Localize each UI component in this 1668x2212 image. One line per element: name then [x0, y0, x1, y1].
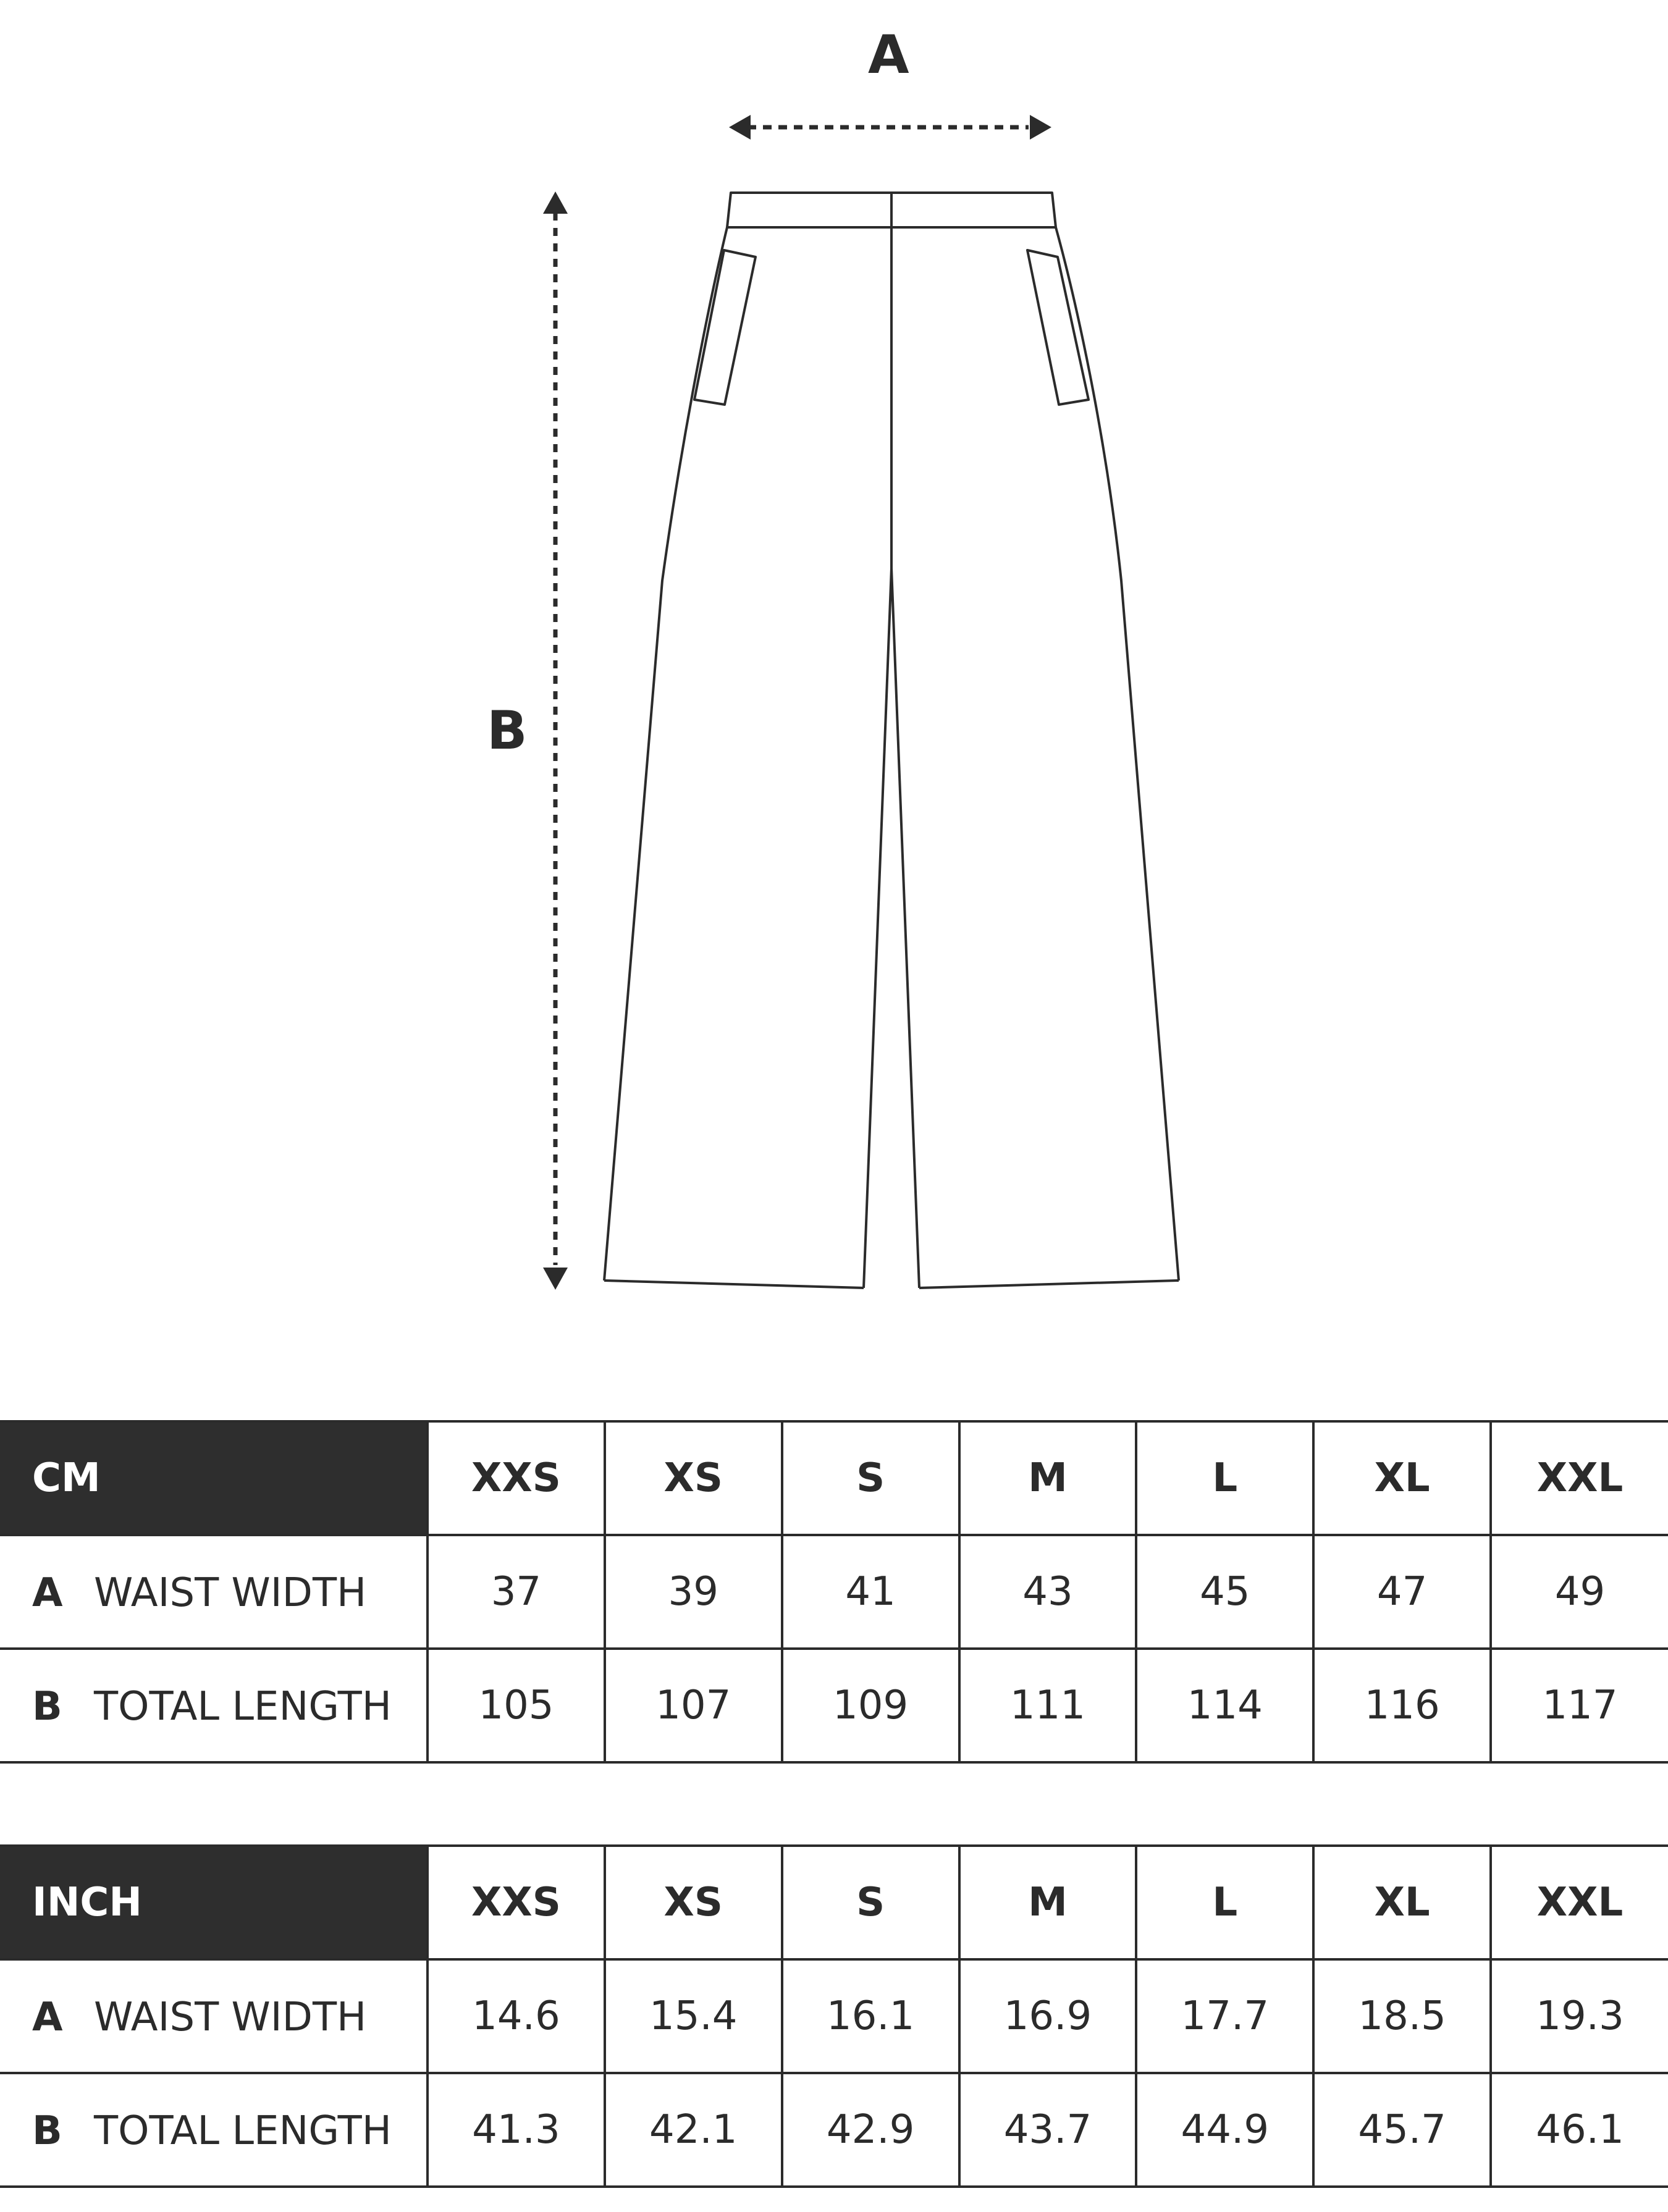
size-header: L: [1136, 1846, 1313, 1959]
table-cell: 14.6: [428, 1959, 605, 2073]
table-cell: 43: [959, 1535, 1137, 1649]
table-cell: 16.9: [959, 1959, 1137, 2073]
table-row: [0, 1535, 1668, 1649]
dimension-b-label: B: [487, 700, 528, 762]
table-cell: 42.1: [605, 2073, 782, 2187]
table-cell: 16.1: [782, 1959, 959, 2073]
table-cell: 41.3: [428, 2073, 605, 2187]
table-row: [0, 1959, 1668, 2073]
table-cell: 111: [959, 1649, 1137, 1762]
row-name: TOTAL LENGTH: [94, 1683, 392, 1730]
dimension-a-label: A: [868, 24, 909, 86]
size-header: XS: [605, 1421, 782, 1535]
size-header: XXL: [1491, 1846, 1668, 1959]
table-header-row: [0, 1421, 1668, 1535]
size-header: S: [782, 1421, 959, 1535]
size-header: XS: [605, 1846, 782, 1959]
size-header: XXL: [1491, 1421, 1668, 1535]
row-label: [0, 1649, 428, 1762]
table-cell: 45.7: [1313, 2073, 1491, 2187]
row-name: WAIST WIDTH: [94, 1570, 367, 1616]
size-header: L: [1136, 1421, 1313, 1535]
unit-label: INCH: [0, 1846, 428, 1959]
size-header: XXS: [428, 1846, 605, 1959]
left-pocket: [694, 250, 756, 405]
row-letter: A: [32, 1994, 63, 2040]
table-cell: 109: [782, 1649, 959, 1762]
dimension-a-arrow: [729, 115, 1051, 140]
table-cell: 18.5: [1313, 1959, 1491, 2073]
table-cell: 117: [1491, 1649, 1668, 1762]
table-cell: 114: [1136, 1649, 1313, 1762]
table-cell: 19.3: [1491, 1959, 1668, 2073]
size-header: XL: [1313, 1421, 1491, 1535]
pants-outline: [604, 193, 1179, 1288]
size-table-cm: [0, 1420, 1668, 1764]
table-cell: 45: [1136, 1535, 1313, 1649]
row-label: [0, 2073, 428, 2187]
table-header-row: [0, 1846, 1668, 1959]
table-cell: 17.7: [1136, 1959, 1313, 2073]
row-letter: B: [32, 2108, 62, 2154]
size-table-inch: [0, 1844, 1668, 2188]
dimension-b-arrow: [543, 191, 568, 1290]
table-cell: 47: [1313, 1535, 1491, 1649]
table-cell: 49: [1491, 1535, 1668, 1649]
size-header: S: [782, 1846, 959, 1959]
table-row: [0, 2073, 1668, 2187]
table-cell: 15.4: [605, 1959, 782, 2073]
row-letter: A: [32, 1570, 63, 1616]
size-header: XXS: [428, 1421, 605, 1535]
table-cell: 42.9: [782, 2073, 959, 2187]
table-cell: 37: [428, 1535, 605, 1649]
row-label: [0, 1959, 428, 2073]
table-cell: 116: [1313, 1649, 1491, 1762]
table-cell: 41: [782, 1535, 959, 1649]
table-cell: 107: [605, 1649, 782, 1762]
row-name: TOTAL LENGTH: [94, 2108, 392, 2154]
table-cell: 39: [605, 1535, 782, 1649]
table-cell: 43.7: [959, 2073, 1137, 2187]
table-cell: 46.1: [1491, 2073, 1668, 2187]
size-header: XL: [1313, 1846, 1491, 1959]
table-cell: 44.9: [1136, 2073, 1313, 2187]
table-row: [0, 1649, 1668, 1762]
row-label: [0, 1535, 428, 1649]
row-letter: B: [32, 1683, 62, 1730]
size-header: M: [959, 1846, 1137, 1959]
row-name: WAIST WIDTH: [94, 1994, 367, 2040]
table-cell: 105: [428, 1649, 605, 1762]
size-header: M: [959, 1421, 1137, 1535]
unit-label: CM: [0, 1421, 428, 1535]
